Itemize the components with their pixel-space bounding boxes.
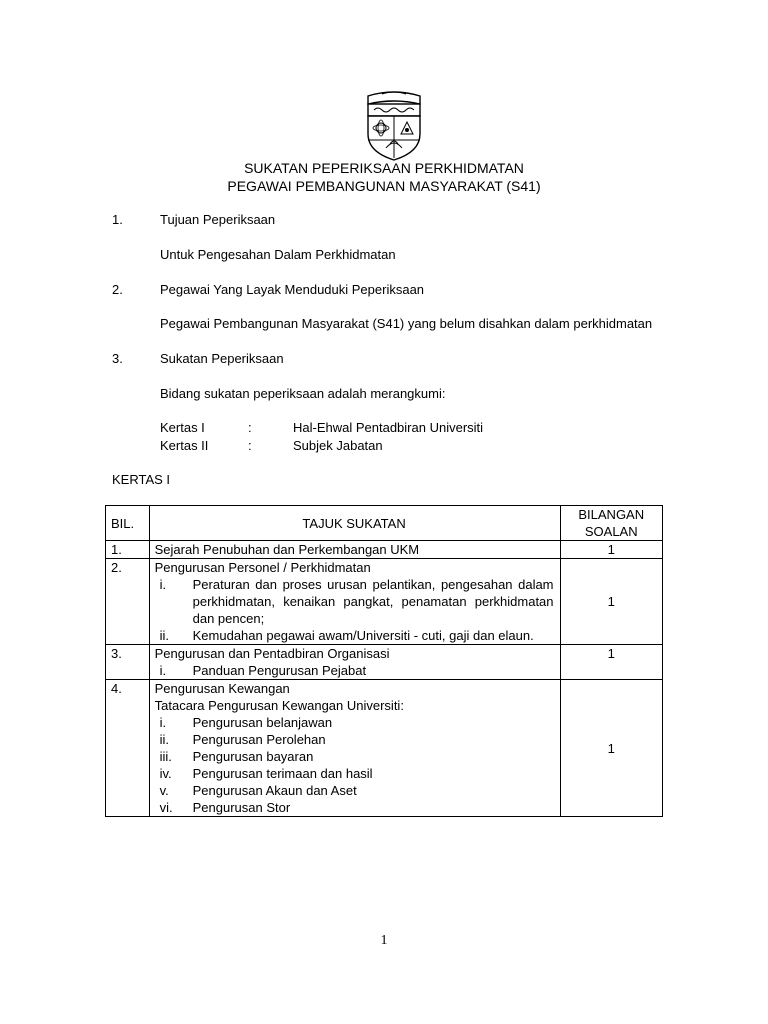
row-4-bil: 4. xyxy=(106,680,150,817)
section-1-number: 1. xyxy=(112,212,123,227)
list-item xyxy=(155,731,554,748)
item-numeral: iv. xyxy=(159,766,172,781)
list-item xyxy=(155,782,554,799)
item-text: Kemudahan pegawai awam/Universiti - cuti, gaji dan elaun. xyxy=(192,628,534,643)
section-1-body: Untuk Pengesahan Dalam Perkhidmatan xyxy=(160,247,396,262)
row-1-count: 1 xyxy=(560,541,662,559)
row-2-content xyxy=(149,559,560,645)
document-title-line1: SUKATAN PEPERIKSAAN PERKHIDMATAN xyxy=(244,160,524,176)
table-row xyxy=(106,645,663,680)
item-numeral: i. xyxy=(159,715,167,730)
list-item xyxy=(155,662,554,679)
paper-2-colon: : xyxy=(248,438,252,453)
row-2-bil: 2. xyxy=(106,559,150,645)
paper-2-key: Kertas II xyxy=(160,438,209,453)
row-4-content xyxy=(149,680,560,817)
university-crest-logo xyxy=(364,90,424,162)
list-item xyxy=(155,576,554,627)
header-bilangan-line2: SOALAN xyxy=(584,524,638,539)
section-2-body: Pegawai Pembangunan Masyarakat (S41) yang belum disahkan dalam perkhidmatan xyxy=(160,316,653,331)
paper-1-key: Kertas I xyxy=(160,420,205,435)
header-bil: BIL. xyxy=(106,506,150,541)
row-3-bil: 3. xyxy=(106,645,150,680)
table-row xyxy=(106,541,663,559)
row-4-subtitle: Tatacara Pengurusan Kewangan Universiti: xyxy=(154,698,404,713)
paper-1-colon: : xyxy=(248,420,252,435)
table-row xyxy=(106,559,663,645)
syllabus-table xyxy=(105,505,663,817)
row-4-title: Pengurusan Kewangan xyxy=(154,681,290,696)
list-item xyxy=(155,799,554,816)
header-tajuk: TAJUK SUKATAN xyxy=(149,506,560,541)
header-bilangan xyxy=(560,506,662,541)
item-numeral: ii. xyxy=(159,732,170,747)
section-3-number: 3. xyxy=(112,351,123,366)
item-text: Pengurusan terimaan dan hasil xyxy=(192,766,373,781)
page-number: 1 xyxy=(380,933,388,948)
item-text: Peraturan dan proses urusan pelantikan, pengesahan dalam perkhidmatan, kenaikan pangkat, penamatan perkhidmatan dan pencen; xyxy=(192,577,554,626)
row-1-bil: 1. xyxy=(106,541,150,559)
item-numeral: vi. xyxy=(159,800,173,815)
section-2-number: 2. xyxy=(112,282,123,297)
item-numeral: ii. xyxy=(159,628,170,643)
row-1-title: Sejarah Penubuhan dan Perkembangan UKM xyxy=(149,541,560,559)
list-item xyxy=(155,748,554,765)
list-item xyxy=(155,714,554,731)
section-1-heading: Tujuan Peperiksaan xyxy=(160,212,276,227)
table-header-row xyxy=(106,506,663,541)
section-2-heading: Pegawai Yang Layak Menduduki Peperiksaan xyxy=(160,282,425,297)
item-numeral: v. xyxy=(159,783,169,798)
section-3-body: Bidang sukatan peperiksaan adalah merangkumi: xyxy=(160,386,446,401)
header-bilangan-line1: BILANGAN xyxy=(578,507,645,522)
row-2-title: Pengurusan Personel / Perkhidmatan xyxy=(154,560,371,575)
table-caption: KERTAS I xyxy=(112,472,171,487)
document-title-line2: PEGAWAI PEMBANGUNAN MASYARAKAT (S41) xyxy=(227,178,541,194)
row-3-content xyxy=(149,645,560,680)
row-4-count: 1 xyxy=(560,680,662,817)
paper-1-value: Hal-Ehwal Pentadbiran Universiti xyxy=(293,420,484,435)
table-row xyxy=(106,680,663,817)
item-numeral: i. xyxy=(159,663,167,678)
item-text: Pengurusan Perolehan xyxy=(192,732,326,747)
item-numeral: iii. xyxy=(159,749,172,764)
paper-2-value: Subjek Jabatan xyxy=(293,438,383,453)
item-text: Pengurusan Akaun dan Aset xyxy=(192,783,357,798)
item-text: Pengurusan belanjawan xyxy=(192,715,333,730)
item-text: Pengurusan bayaran xyxy=(192,749,314,764)
row-3-title: Pengurusan dan Pentadbiran Organisasi xyxy=(154,646,390,661)
item-numeral: i. xyxy=(159,577,167,592)
item-text: Pengurusan Stor xyxy=(192,800,291,815)
row-2-count: 1 xyxy=(560,559,662,645)
section-3-heading: Sukatan Peperiksaan xyxy=(160,351,284,366)
item-text: Panduan Pengurusan Pejabat xyxy=(192,663,367,678)
list-item xyxy=(155,765,554,782)
list-item xyxy=(155,627,554,644)
row-3-count: 1 xyxy=(560,645,662,680)
